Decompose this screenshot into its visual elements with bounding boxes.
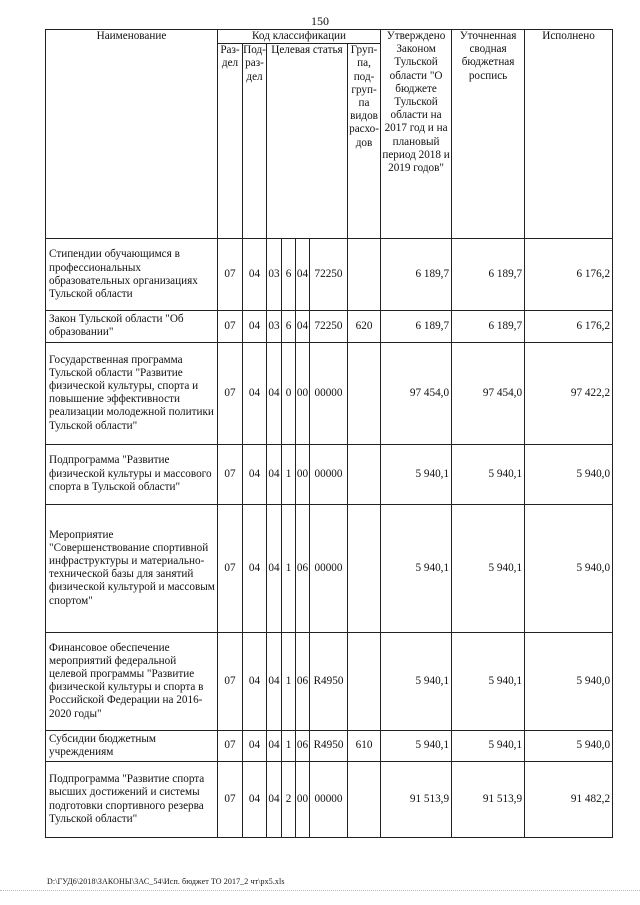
row-approved: 5 940,1: [381, 504, 452, 632]
row-target-direction: R4950: [310, 632, 348, 730]
row-name: Субсидии бюджетным учреждениям: [46, 730, 218, 761]
row-approved: 5 940,1: [381, 730, 452, 761]
row-target-program: 04: [267, 632, 282, 730]
row-name: Государственная программа Тульской области "Развитие физической культуры, спорта и повышение эффективности реализации молодежной политики Тульской области": [46, 342, 218, 444]
page-number: 150: [311, 14, 329, 28]
row-name: Мероприятие "Совершенствование спортивной инфраструктуры и материально-технической базы для занятий физической культурой и массовым спортом": [46, 504, 218, 632]
row-target-direction: 72250: [310, 239, 348, 311]
row-podrazdel: 04: [243, 730, 267, 761]
row-target-direction: 00000: [310, 762, 348, 838]
table-row: [46, 730, 613, 761]
row-executed: 5 940,0: [525, 632, 613, 730]
row-target-direction: 00000: [310, 444, 348, 504]
row-target-direction: 00000: [310, 342, 348, 444]
row-razdel: 07: [218, 239, 243, 311]
footer-file-path: D:\ГУД6\2018\ЗАКОНЫ\ЗАС_54\Исп. бюджет ТО 2017_2 чт\рх5.xls: [47, 877, 285, 886]
row-target-direction: R4950: [310, 730, 348, 761]
table-row: [46, 762, 613, 838]
row-razdel: 07: [218, 342, 243, 444]
row-target-event: 06: [296, 730, 310, 761]
row-name: Подпрограмма "Развитие спорта высших достижений и системы подготовки спортивного резерва Тульской области": [46, 762, 218, 838]
row-razdel: 07: [218, 311, 243, 342]
row-name: Финансовое обеспечение мероприятий федеральной целевой программы "Развитие физической культуры и спорта в Российской Федерации на 2016-2020 годы": [46, 632, 218, 730]
row-expense-group: 610: [348, 730, 381, 761]
row-razdel: 07: [218, 762, 243, 838]
header-razdel: Раз- дел: [218, 44, 243, 239]
row-target-subprogram: 2: [282, 762, 296, 838]
row-refined: 91 513,9: [452, 762, 525, 838]
row-expense-group: [348, 342, 381, 444]
row-name: Закон Тульской области "Об образовании": [46, 311, 218, 342]
table-row: [46, 444, 613, 504]
table-row: [46, 632, 613, 730]
row-approved: 97 454,0: [381, 342, 452, 444]
row-target-program: 04: [267, 342, 282, 444]
row-razdel: 07: [218, 444, 243, 504]
row-executed: 5 940,0: [525, 444, 613, 504]
row-target-program: 04: [267, 762, 282, 838]
row-target-direction: 72250: [310, 311, 348, 342]
row-executed: 91 482,2: [525, 762, 613, 838]
row-expense-group: [348, 504, 381, 632]
row-target-event: 04: [296, 311, 310, 342]
header-target: Целевая статья: [267, 44, 348, 239]
row-target-program: 04: [267, 504, 282, 632]
table-row: [46, 311, 613, 342]
header-name: Наименование: [46, 30, 218, 239]
row-refined: 5 940,1: [452, 632, 525, 730]
row-target-program: 03: [267, 311, 282, 342]
row-expense-group: [348, 239, 381, 311]
row-refined: 6 189,7: [452, 311, 525, 342]
header-code-group: Код классификации: [218, 30, 381, 44]
row-target-program: 04: [267, 730, 282, 761]
row-podrazdel: 04: [243, 342, 267, 444]
row-podrazdel: 04: [243, 762, 267, 838]
row-target-event: 06: [296, 632, 310, 730]
row-razdel: 07: [218, 730, 243, 761]
row-target-event: 00: [296, 444, 310, 504]
row-executed: 5 940,0: [525, 730, 613, 761]
footer-divider: [0, 890, 640, 891]
row-refined: 5 940,1: [452, 504, 525, 632]
row-name: Стипендии обучающимся в профессиональных образовательных организациях Тульской области: [46, 239, 218, 311]
row-expense-group: [348, 632, 381, 730]
table-row: [46, 342, 613, 444]
row-executed: 6 176,2: [525, 239, 613, 311]
row-target-event: 00: [296, 342, 310, 444]
table-body: [46, 239, 613, 838]
row-target-event: 00: [296, 762, 310, 838]
row-refined: 97 454,0: [452, 342, 525, 444]
header-group: Груп- па, под- груп- па видов расхо- дов: [348, 44, 381, 239]
row-target-subprogram: 1: [282, 730, 296, 761]
row-podrazdel: 04: [243, 632, 267, 730]
budget-table: [45, 29, 613, 838]
row-expense-group: [348, 444, 381, 504]
table-row: [46, 504, 613, 632]
row-target-event: 06: [296, 504, 310, 632]
row-podrazdel: 04: [243, 239, 267, 311]
row-approved: 91 513,9: [381, 762, 452, 838]
row-refined: 5 940,1: [452, 444, 525, 504]
row-executed: 5 940,0: [525, 504, 613, 632]
row-target-subprogram: 1: [282, 504, 296, 632]
row-approved: 6 189,7: [381, 239, 452, 311]
row-approved: 5 940,1: [381, 632, 452, 730]
table-row: [46, 239, 613, 311]
row-target-program: 04: [267, 444, 282, 504]
row-executed: 97 422,2: [525, 342, 613, 444]
row-expense-group: [348, 762, 381, 838]
row-podrazdel: 04: [243, 311, 267, 342]
row-target-subprogram: 1: [282, 444, 296, 504]
row-target-subprogram: 6: [282, 311, 296, 342]
header-podrazdel: Под- раз- дел: [243, 44, 267, 239]
row-refined: 5 940,1: [452, 730, 525, 761]
row-target-program: 03: [267, 239, 282, 311]
row-refined: 6 189,7: [452, 239, 525, 311]
row-name: Подпрограмма "Развитие физической культуры и массового спорта в Тульской области": [46, 444, 218, 504]
header-approved: Утверждено Законом Тульской области "О бюджете Тульской области на 2017 год и на плановый период 2018 и 2019 годов": [381, 30, 452, 239]
row-target-subprogram: 1: [282, 632, 296, 730]
row-razdel: 07: [218, 504, 243, 632]
row-podrazdel: 04: [243, 504, 267, 632]
row-approved: 5 940,1: [381, 444, 452, 504]
row-expense-group: 620: [348, 311, 381, 342]
row-target-event: 04: [296, 239, 310, 311]
row-approved: 6 189,7: [381, 311, 452, 342]
row-target-direction: 00000: [310, 504, 348, 632]
row-executed: 6 176,2: [525, 311, 613, 342]
header-executed: Исполнено: [525, 30, 613, 239]
row-target-subprogram: 0: [282, 342, 296, 444]
row-target-subprogram: 6: [282, 239, 296, 311]
row-podrazdel: 04: [243, 444, 267, 504]
row-razdel: 07: [218, 632, 243, 730]
header-refined: Уточненная сводная бюджетная роспись: [452, 30, 525, 239]
